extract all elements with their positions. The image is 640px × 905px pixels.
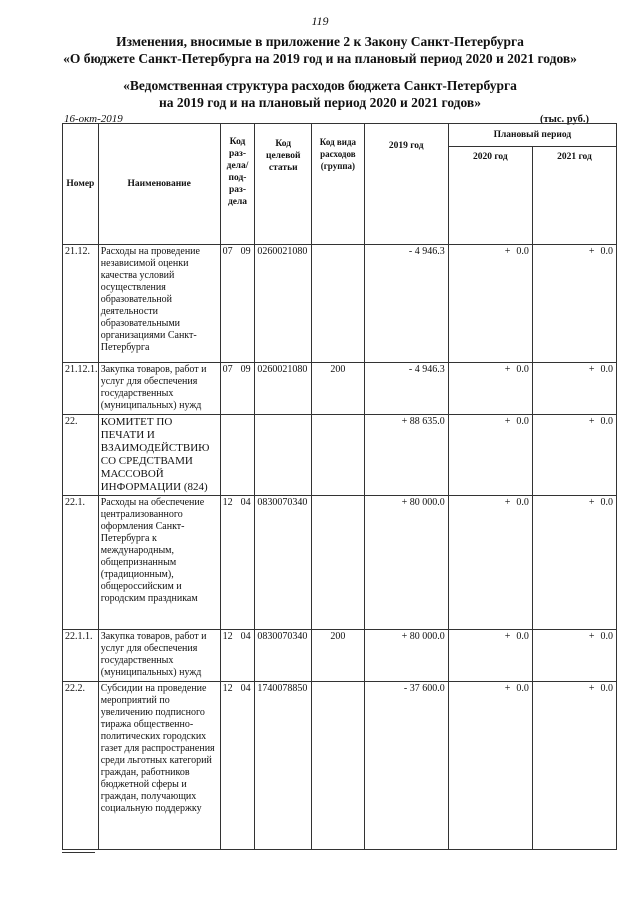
row-razdel: 07 <box>222 246 233 257</box>
document-date: 16-окт-2019 <box>64 113 123 125</box>
row-cs: 1740078850 <box>255 682 312 850</box>
col-header-num: Номер <box>63 124 99 245</box>
col-header-2019: 2019 год <box>364 124 448 245</box>
header-line-1: Изменения, вносимые в приложение 2 к Закону Санкт-Петербурга <box>116 34 524 49</box>
col-header-vr: Код вида расходов (группа) <box>312 124 365 245</box>
row-2019: + 80 000.0 <box>364 630 448 682</box>
row-razdel: 12 <box>222 631 233 642</box>
row-2021 <box>532 496 616 630</box>
row-2020 <box>448 245 532 363</box>
row-cs <box>255 415 312 496</box>
row-vr <box>312 682 365 850</box>
row-vr <box>312 415 365 496</box>
row-vr: 200 <box>312 630 365 682</box>
table-row <box>63 245 617 363</box>
table-row <box>63 682 617 850</box>
row-2020-value: 0.0 <box>516 631 529 642</box>
row-2021-value: 0.0 <box>600 497 613 508</box>
page-number: 119 <box>311 14 329 28</box>
budget-table <box>62 123 617 850</box>
table-row <box>63 496 617 630</box>
plus-sign: + <box>504 683 511 694</box>
row-2020-value: 0.0 <box>516 683 529 694</box>
row-name: Закупка товаров, работ и услуг для обеспечения государственных (муниципальных) нужд <box>98 630 220 682</box>
table-row <box>63 630 617 682</box>
col-header-2020: 2020 год <box>448 146 532 244</box>
header-line-3: «Ведомственная структура расходов бюджета Санкт-Петербурга <box>123 78 517 93</box>
row-2019: - 37 600.0 <box>364 682 448 850</box>
row-podrazdel: 04 <box>240 631 251 642</box>
row-razd <box>220 415 255 496</box>
row-2020 <box>448 496 532 630</box>
header-line-2: «О бюджете Санкт-Петербурга на 2019 год и на плановый период 2020 и 2021 годов» <box>63 51 577 66</box>
row-vr <box>312 496 365 630</box>
row-cs: 0260021080 <box>255 363 312 415</box>
row-razd <box>220 682 255 850</box>
plus-sign: + <box>504 364 511 375</box>
col-header-name: Наименование <box>98 124 220 245</box>
row-2021-value: 0.0 <box>600 683 613 694</box>
row-2021 <box>532 630 616 682</box>
row-razd <box>220 245 255 363</box>
row-razd <box>220 630 255 682</box>
row-2021 <box>532 245 616 363</box>
row-razd <box>220 496 255 630</box>
plus-sign: + <box>588 416 595 427</box>
row-podrazdel: 04 <box>240 497 251 508</box>
plus-sign: + <box>504 416 511 427</box>
row-2021 <box>532 363 616 415</box>
row-2019: - 4 946.3 <box>364 245 448 363</box>
row-2021-value: 0.0 <box>600 416 613 427</box>
row-cs: 0830070340 <box>255 630 312 682</box>
row-vr <box>312 245 365 363</box>
row-num: 22.1. <box>63 496 99 630</box>
plus-sign: + <box>588 246 595 257</box>
header-line-4: на 2019 год и на плановый период 2020 и 2021 годов» <box>159 95 481 110</box>
table-row <box>63 363 617 415</box>
row-2020-value: 0.0 <box>516 497 529 508</box>
row-2019: - 4 946.3 <box>364 363 448 415</box>
row-name: КОМИТЕТ ПО ПЕЧАТИ И ВЗАИМОДЕЙСТВИЮ СО СРЕДСТВАМИ МАССОВОЙ ИНФОРМАЦИИ (824) <box>98 415 220 496</box>
row-2021 <box>532 682 616 850</box>
row-2020-value: 0.0 <box>516 246 529 257</box>
plus-sign: + <box>588 497 595 508</box>
col-header-cs: Код целевой статьи <box>255 124 312 245</box>
plus-sign: + <box>504 246 511 257</box>
row-2020 <box>448 363 532 415</box>
row-2020-value: 0.0 <box>516 416 529 427</box>
table-bottom-rule <box>62 852 95 853</box>
row-podrazdel: 09 <box>240 246 251 257</box>
row-razdel: 12 <box>222 497 233 508</box>
row-name: Закупка товаров, работ и услуг для обеспечения государственных (муниципальных) нужд <box>98 363 220 415</box>
row-podrazdel: 04 <box>240 683 251 694</box>
table-row <box>63 415 617 496</box>
units-label: (тыс. руб.) <box>540 114 589 125</box>
row-cs: 0260021080 <box>255 245 312 363</box>
row-cs: 0830070340 <box>255 496 312 630</box>
row-num: 22. <box>63 415 99 496</box>
row-podrazdel: 09 <box>240 364 251 375</box>
row-2020 <box>448 630 532 682</box>
col-header-2021: 2021 год <box>532 146 616 244</box>
row-razdel: 07 <box>222 364 233 375</box>
plus-sign: + <box>588 364 595 375</box>
row-2021-value: 0.0 <box>600 364 613 375</box>
plus-sign: + <box>504 497 511 508</box>
row-razdel: 12 <box>222 683 233 694</box>
row-num: 22.1.1. <box>63 630 99 682</box>
row-2020-value: 0.0 <box>516 364 529 375</box>
plus-sign: + <box>588 683 595 694</box>
row-vr: 200 <box>312 363 365 415</box>
row-name: Расходы на обеспечение централизованного оформления Санкт-Петербурга к международным, общепризнанным (традиционным), общероссийским и городским праздникам <box>98 496 220 630</box>
row-name: Субсидии на проведение мероприятий по увеличению подписного тиража общественно-политических городских газет для распространения среди льготных категорий граждан, работников бюджетной сферы и граждан, получающих социальную поддержку <box>98 682 220 850</box>
row-num: 21.12.1. <box>63 363 99 415</box>
col-header-planned: Плановый период <box>448 124 616 147</box>
row-2019: + 88 635.0 <box>364 415 448 496</box>
row-2021-value: 0.0 <box>600 631 613 642</box>
row-num: 22.2. <box>63 682 99 850</box>
row-2019: + 80 000.0 <box>364 496 448 630</box>
row-2020 <box>448 682 532 850</box>
row-name: Расходы на проведение независимой оценки качества условий осуществления образовательной деятельности образовательными организациями Санкт-Петербурга <box>98 245 220 363</box>
row-razd <box>220 363 255 415</box>
plus-sign: + <box>588 631 595 642</box>
row-2020 <box>448 415 532 496</box>
row-2021-value: 0.0 <box>600 246 613 257</box>
plus-sign: + <box>504 631 511 642</box>
col-header-razd: Код раз- дела/ под- раз- дела <box>220 124 255 245</box>
row-2021 <box>532 415 616 496</box>
row-num: 21.12. <box>63 245 99 363</box>
